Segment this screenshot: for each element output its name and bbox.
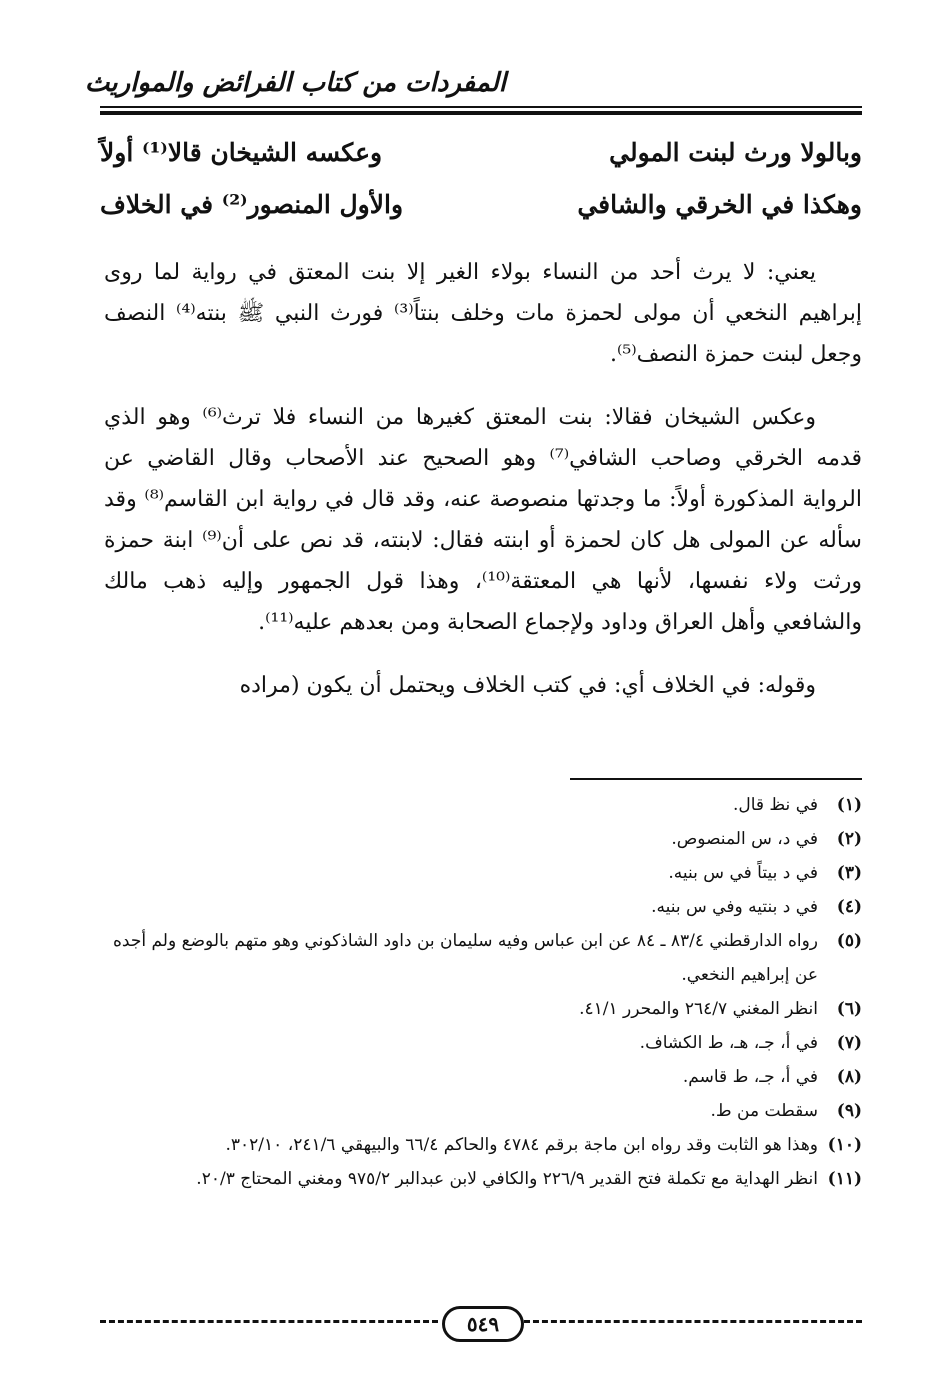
page-number: ٥٤٩ — [442, 1306, 524, 1342]
footnote-number: (٩) — [836, 1101, 862, 1121]
commentary-text — [104, 252, 862, 728]
footnote — [104, 1060, 862, 1094]
footnote-text: انظر الهداية مع تكملة فتح القدير ٢٢٦/٩ والكافي لابن عبدالبر ٩٧٥/٢ ومغني المحتاج ٢٠/٣. — [196, 1169, 818, 1189]
footnote — [104, 1094, 862, 1128]
running-header — [84, 60, 862, 116]
verse-hemistich-first: وبالولا ورث لبنت المولي — [609, 138, 862, 167]
verse-hemistich-first: وهكذا في الخرقي والشافي — [577, 190, 862, 219]
footnote-number: (٢) — [836, 829, 862, 849]
footnote-separator — [570, 778, 862, 780]
header-title: المفردات من كتاب الفرائض والمواريث — [84, 68, 506, 98]
verse-hemistich-second: وعكسه الشيخان قالا⁽¹⁾ أولاً — [100, 138, 383, 167]
footnote-text: سقطت من ط. — [710, 1101, 818, 1121]
footnote-text: وهذا هو الثابت وقد رواه ابن ماجة برقم ٤٧٨٤ والحاكم ٦٦/٤ والبيهقي ٢٤١/٦، ٣٠٢/١٠. — [225, 1135, 818, 1155]
footnote — [104, 992, 862, 1026]
footnote-text: رواه الدارقطني ٨٣/٤ ـ ٨٤ عن ابن عباس وفيه سليمان بن داود الشاذكوني وهو متهم بالوضع ولم أجده عن إبراهيم النخعي. — [113, 931, 818, 985]
footnote-text: في د بيتاً في س بنيه. — [668, 863, 818, 883]
footnote — [104, 924, 862, 992]
footnote-text: في نظ قال. — [732, 795, 818, 815]
footnote — [104, 1162, 862, 1196]
verse-hemistich-second: والأول المنصور⁽²⁾ في الخلاف — [100, 190, 404, 219]
paragraph: وقوله: في الخلاف أي: في كتب الخلاف ويحتمل أن يكون (مراده — [239, 673, 816, 698]
footer-dashed-rule-left — [100, 1320, 438, 1323]
footnote — [104, 788, 862, 822]
paragraph: وعكس الشيخان فقالا: بنت المعتق كغيرها من النساء فلا ترث⁽⁶⁾ وهو الذي قدمه الخرقي وصاحب الشافي⁽⁷⁾ وهو الصحيح عند الأصحاب وقال القاضي عن الرواية المذكورة أولاً: ما وجدتها منصوصة عنه، وقد قال في رواية ابن القاسم⁽⁸⁾ وقد سأله عن المولى هل كان لحمزة أو ابنته فقال: لابنته، قد نص على أن⁽⁹⁾ ابنة حمزة ورثت ولاء نفسها، لأنها هي المعتقة⁽¹⁰⁾، وهذا قول الجمهور وإليه ذهب مالك والشافعي وأهل العراق وداود ولإجماع الصحابة ومن بعدهم عليه⁽¹¹⁾. — [104, 405, 863, 635]
footnote — [104, 890, 862, 924]
footnote — [104, 822, 862, 856]
verse-line — [100, 190, 862, 230]
verse-line — [100, 138, 862, 178]
footnote-number: (١١) — [827, 1169, 862, 1189]
footnote-text: في د بنتيه وفي س بنيه. — [651, 897, 818, 917]
footnote-text: في أ، جـ، ط قاسم. — [682, 1067, 818, 1087]
footnote-number: (١) — [836, 795, 862, 815]
footnote — [104, 856, 862, 890]
page-footer — [100, 1302, 862, 1342]
header-rule-thick — [100, 111, 862, 115]
footnote — [104, 1128, 862, 1162]
footnote-number: (٧) — [836, 1033, 862, 1053]
footnote-text: انظر المغني ٢٦٤/٧ والمحرر ٤١/١. — [579, 999, 818, 1019]
footnotes — [104, 788, 862, 1196]
footnote-text: في د، س المنصوص. — [671, 829, 818, 849]
footer-dashed-rule-right — [524, 1320, 862, 1323]
paragraph: يعني: لا يرث أحد من النساء بولاء الغير إلا بنت المعتق في رواية لما روى إبراهيم النخعي أن مولى لحمزة مات وخلف بنتاً⁽³⁾ فورث النبي ﷺ بنته⁽⁴⁾ النصف وجعل لبنت حمزة النصف⁽⁵⁾. — [104, 260, 862, 367]
footnote-number: (٣) — [836, 863, 862, 883]
footnote-number: (٨) — [836, 1067, 862, 1087]
header-rule-thin — [100, 106, 862, 108]
footnote-number: (٤) — [836, 897, 862, 917]
footnote-text: في أ، جـ، هـ، ط الكشاف. — [639, 1033, 818, 1053]
footnote — [104, 1026, 862, 1060]
footnote-number: (١٠) — [827, 1135, 862, 1155]
footnote-number: (٥) — [836, 931, 862, 951]
footnote-number: (٦) — [836, 999, 862, 1019]
